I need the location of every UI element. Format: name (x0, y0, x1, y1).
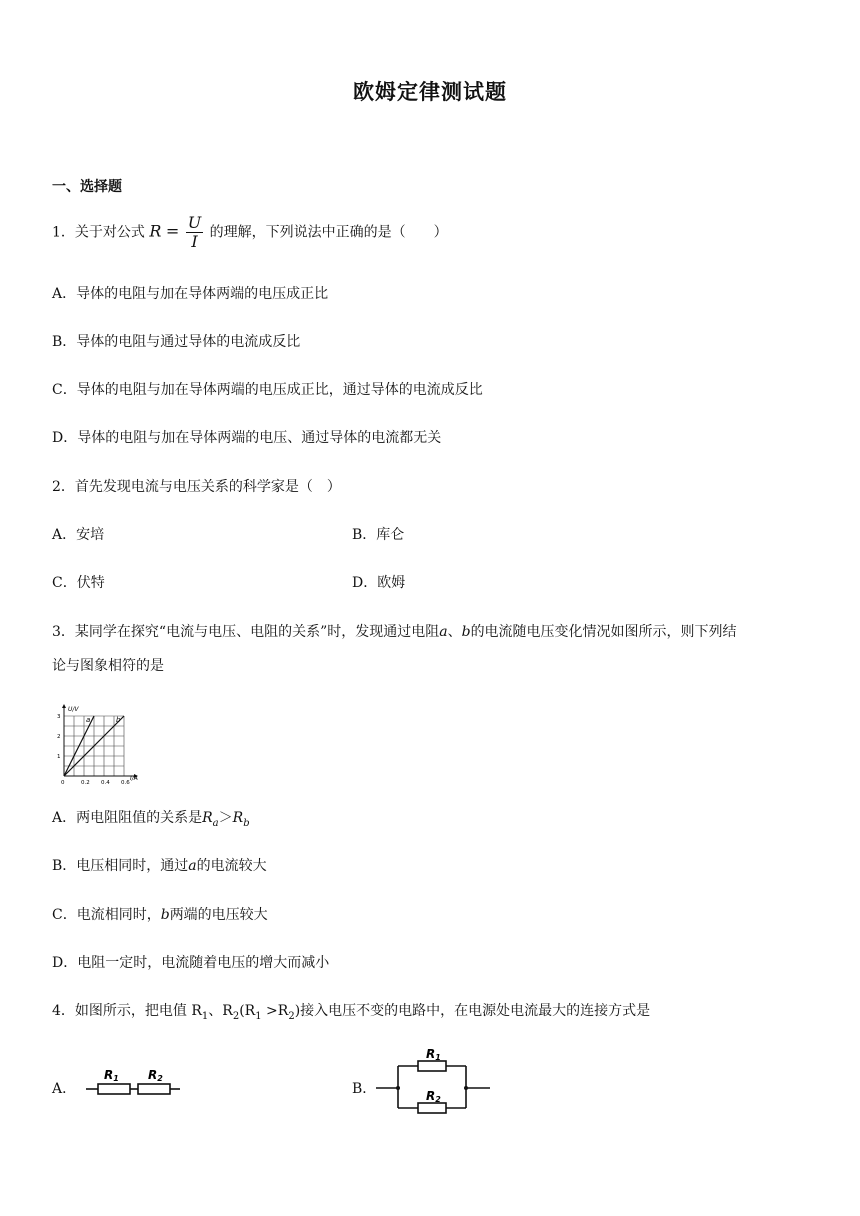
question-3-stem-line1 (52, 622, 737, 642)
question-1-stem (52, 214, 448, 251)
page-title: 欧姆定律测试题 (353, 80, 507, 104)
q4-mid2: (R (239, 1003, 256, 1019)
resistor-r1 (98, 1084, 130, 1094)
q4-sub4: 2 (288, 1010, 295, 1022)
q3-opt-b-pre: B．电压相同时，通过 (52, 858, 189, 874)
q1-option-c: C．导体的电阻与加在导体两端的电压成正比，通过导体的电流成反比 (52, 382, 483, 398)
q3-opt-b-var: a (188, 858, 197, 874)
q1-option-b: B．导体的电阻与通过导体的电流成反比 (52, 334, 301, 350)
q4-stem-pre: 4．如图所示，把电值 R (52, 1003, 202, 1019)
x-tick-label: 0.6 (121, 780, 130, 786)
resistor-r2 (138, 1084, 170, 1094)
q3-opt-a-sub2: b (243, 817, 250, 829)
q1-option-d: D．导体的电阻与加在导体两端的电压、通过导体的电流都无关 (52, 430, 442, 446)
q4-sub2: 2 (232, 1010, 240, 1022)
q4-sub3: 1 (255, 1010, 262, 1022)
q3-stem-part2: 的电流随电压变化情况如图所示，则下列结 (470, 624, 737, 640)
y-axis-arrow (62, 704, 66, 708)
series-circuit-diagram (82, 1062, 186, 1102)
q2-option-b: B．库仑 (352, 527, 405, 543)
x-tick-label: 0 (61, 780, 65, 786)
q4-option-a-label: A． (52, 1081, 77, 1097)
section-heading: 一、选择题 (52, 179, 122, 195)
series-label-a: a (86, 716, 91, 724)
r2-label: R2 (148, 1068, 163, 1083)
r1-label: R1 (104, 1068, 119, 1083)
q3-sep: 、 (447, 624, 462, 640)
r2-label-parallel: R2 (426, 1089, 441, 1104)
q3-opt-a-text: A．两电阻阻值的关系是 (52, 810, 203, 826)
q3-option-c (52, 905, 268, 925)
q1-formula-fraction (186, 214, 203, 251)
q3-stem-part1: 3．某同学在探究“电流与电压、电阻的关系”时，发现通过电阻 (52, 624, 440, 640)
q4-option-b-label: B． (352, 1081, 377, 1097)
graph-ticks (57, 714, 130, 786)
q2-option-c: C．伏特 (52, 575, 105, 591)
q1-formula-eq: = (165, 221, 180, 241)
question-2-stem: 2．首先发现电流与电压关系的科学家是（ ） (52, 479, 341, 495)
q4-sub1: 1 (201, 1010, 209, 1022)
q1-formula-denominator: I (191, 232, 198, 251)
q3-opt-a-r2: R (232, 810, 244, 826)
x-tick-label: 0.2 (81, 780, 90, 786)
q3-option-b (52, 856, 267, 876)
q3-option-a (52, 808, 250, 834)
q3-opt-a-sub1: a (212, 817, 219, 829)
q3-opt-c-var: b (160, 907, 170, 923)
q1-suffix: 的理解，下列说法中正确的是（ ） (209, 224, 448, 241)
q3-opt-b-post: 的电流较大 (196, 858, 267, 874)
q3-var-b: b (461, 624, 471, 640)
q4-stem-post: )接入电压不变的电路中，在电源处电流最大的连接方式是 (294, 1003, 651, 1019)
question-4-stem (52, 1001, 650, 1027)
q3-opt-c-post: 两端的电压较大 (169, 907, 268, 923)
iu-graph (54, 702, 150, 786)
q4-mid1: 、R (208, 1003, 233, 1019)
q2-option-a: A．安培 (52, 527, 105, 543)
y-axis-label: U/V (68, 706, 79, 713)
q3-option-d: D．电阻一定时，电流随着电压的增大而减小 (52, 955, 330, 971)
q2-option-d: D．欧姆 (352, 575, 406, 591)
q4-mid3: >R (261, 1003, 289, 1019)
resistor-r2-parallel (418, 1103, 446, 1113)
q3-var-a: a (439, 624, 448, 640)
q3-opt-a-gt: ＞ (218, 810, 233, 826)
x-axis-label: I/A (130, 775, 138, 782)
y-tick-label: 1 (57, 754, 61, 760)
q1-formula-lhs: R (149, 221, 162, 241)
q3-opt-a-r1: R (202, 810, 213, 826)
y-tick-label: 3 (57, 714, 61, 720)
question-3-stem-line2: 论与图象相符的是 (52, 658, 164, 674)
q1-prefix: 1．关于对公式 (52, 224, 145, 241)
y-tick-label: 2 (57, 734, 61, 740)
x-tick-label: 0.4 (101, 780, 110, 786)
parallel-circuit-diagram (374, 1046, 494, 1116)
q3-opt-c-pre: C．电流相同时， (52, 907, 161, 923)
q1-option-a: A．导体的电阻与加在导体两端的电压成正比 (52, 286, 329, 302)
r1-label-parallel: R1 (426, 1047, 441, 1062)
resistor-r1-parallel (418, 1061, 446, 1071)
series-label-b: b (116, 716, 121, 724)
q1-formula-numerator: U (187, 213, 202, 232)
